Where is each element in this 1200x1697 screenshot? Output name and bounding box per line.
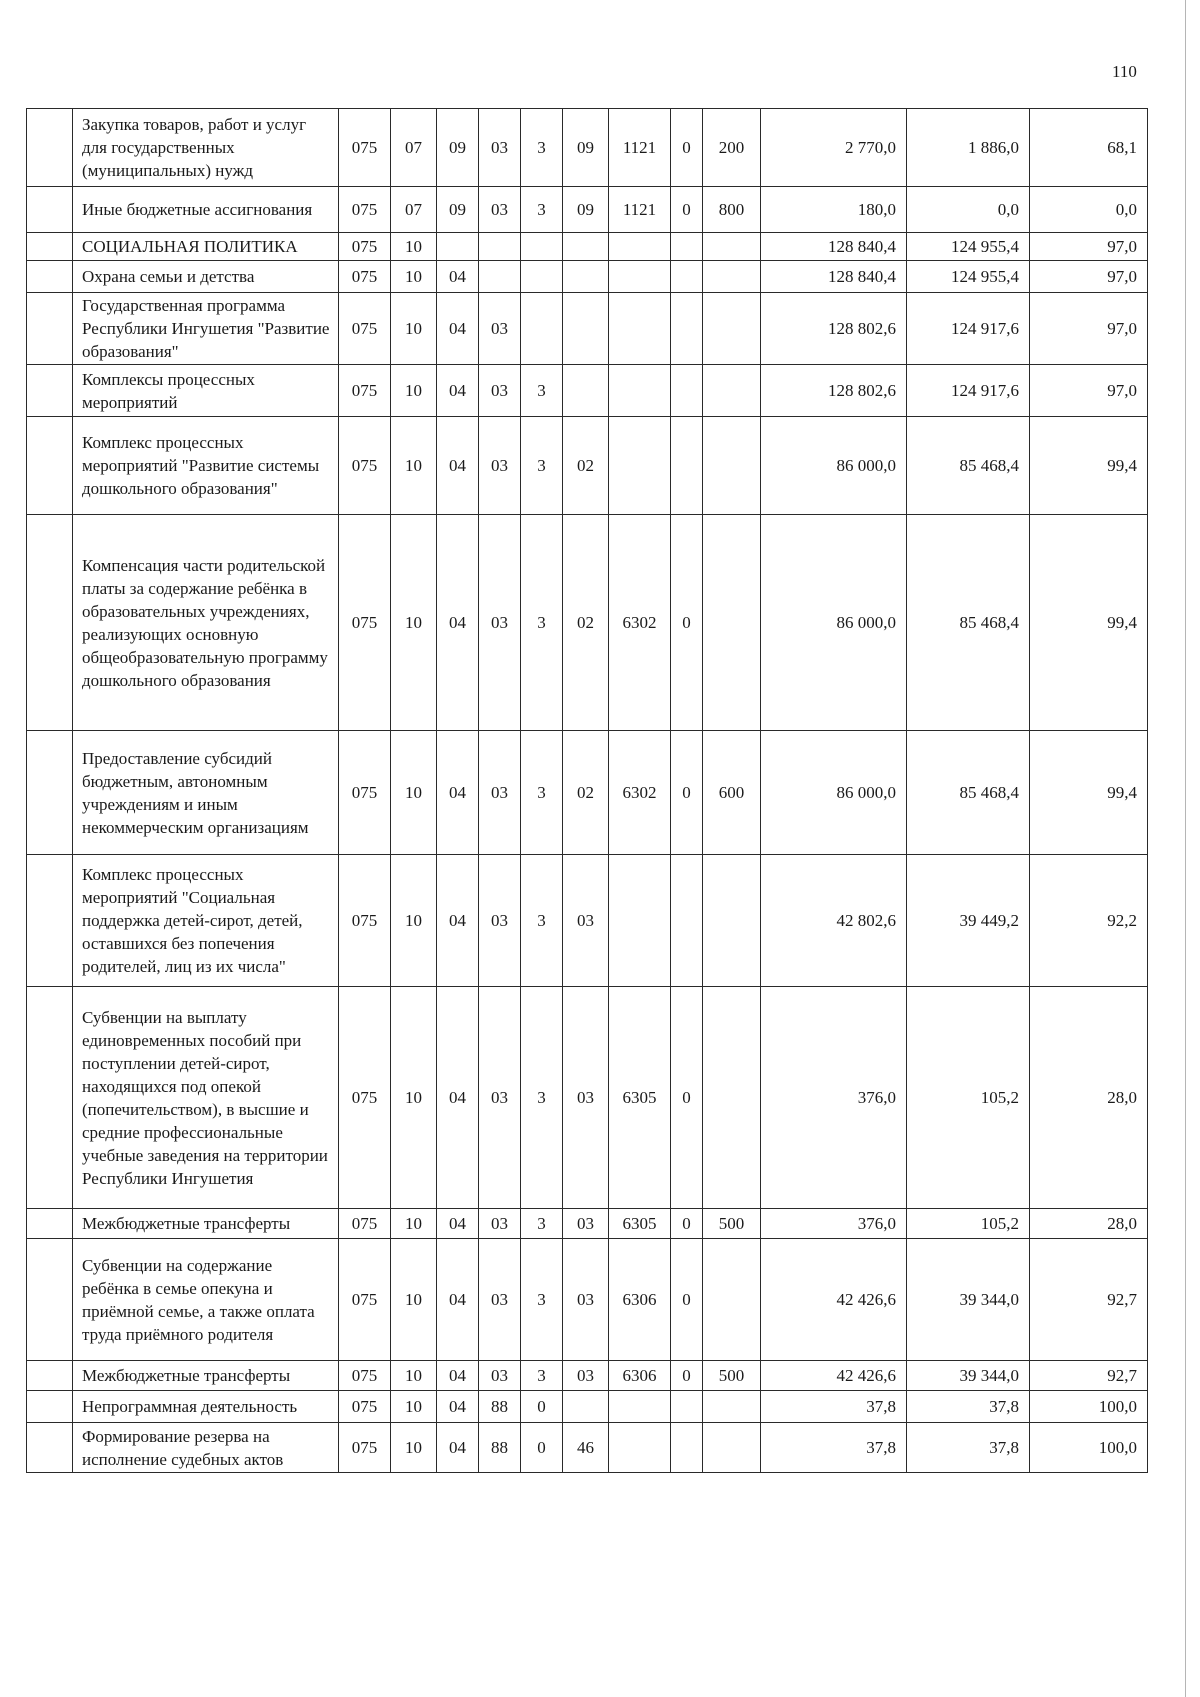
ved-code-cell: 075 — [339, 233, 391, 261]
subdirection-code-cell: 0 — [671, 731, 703, 855]
measure-code-cell — [563, 365, 609, 417]
row-index-cell — [27, 109, 73, 187]
plan-amount-cell: 86 000,0 — [761, 417, 907, 515]
direction-code-cell: 6305 — [609, 987, 671, 1209]
execution-percent-cell: 92,2 — [1030, 855, 1148, 987]
expense-type-cell — [703, 233, 761, 261]
execution-percent-cell: 97,0 — [1030, 365, 1148, 417]
subprogram-code-cell: 3 — [521, 987, 563, 1209]
item-name-cell: Субвенции на содержание ребёнка в семье опекуна и приёмной семье, а также оплата труда приёмного родителя — [73, 1239, 339, 1361]
measure-code-cell: 09 — [563, 187, 609, 233]
row-index-cell — [27, 515, 73, 731]
item-name-cell: Закупка товаров, работ и услуг для государственных (муниципальных) нужд — [73, 109, 339, 187]
direction-code-cell — [609, 233, 671, 261]
subprogram-code-cell — [521, 293, 563, 365]
subprogram-code-cell: 3 — [521, 365, 563, 417]
subsection-code-cell: 04 — [437, 987, 479, 1209]
plan-amount-cell: 2 770,0 — [761, 109, 907, 187]
subdirection-code-cell: 0 — [671, 515, 703, 731]
ved-code-cell: 075 — [339, 1239, 391, 1361]
table-row — [27, 261, 1148, 293]
section-code-cell: 07 — [391, 109, 437, 187]
ved-code-cell: 075 — [339, 855, 391, 987]
subsection-code-cell — [437, 233, 479, 261]
expense-type-cell — [703, 855, 761, 987]
direction-code-cell — [609, 293, 671, 365]
direction-code-cell: 6302 — [609, 731, 671, 855]
section-code-cell: 10 — [391, 731, 437, 855]
measure-code-cell: 02 — [563, 417, 609, 515]
subsection-code-cell: 04 — [437, 417, 479, 515]
row-index-cell — [27, 365, 73, 417]
row-index-cell — [27, 1361, 73, 1391]
direction-code-cell: 1121 — [609, 109, 671, 187]
execution-percent-cell: 28,0 — [1030, 1209, 1148, 1239]
direction-code-cell: 6305 — [609, 1209, 671, 1239]
section-code-cell: 10 — [391, 261, 437, 293]
expense-type-cell: 500 — [703, 1361, 761, 1391]
plan-amount-cell: 37,8 — [761, 1423, 907, 1473]
subsection-code-cell: 04 — [437, 293, 479, 365]
expense-type-cell — [703, 417, 761, 515]
subsection-code-cell: 04 — [437, 1423, 479, 1473]
item-name-cell: СОЦИАЛЬНАЯ ПОЛИТИКА — [73, 233, 339, 261]
section-code-cell: 10 — [391, 233, 437, 261]
plan-amount-cell: 180,0 — [761, 187, 907, 233]
direction-code-cell: 6306 — [609, 1239, 671, 1361]
program-code-cell — [479, 261, 521, 293]
expense-type-cell — [703, 1423, 761, 1473]
measure-code-cell: 02 — [563, 731, 609, 855]
subsection-code-cell: 04 — [437, 1361, 479, 1391]
item-name-cell: Иные бюджетные ассигнования — [73, 187, 339, 233]
table-row — [27, 1391, 1148, 1423]
table-row — [27, 987, 1148, 1209]
row-index-cell — [27, 987, 73, 1209]
item-name-cell: Непрограммная деятельность — [73, 1391, 339, 1423]
execution-percent-cell: 97,0 — [1030, 261, 1148, 293]
subprogram-code-cell: 3 — [521, 109, 563, 187]
section-code-cell: 10 — [391, 365, 437, 417]
section-code-cell: 10 — [391, 1361, 437, 1391]
execution-percent-cell: 100,0 — [1030, 1423, 1148, 1473]
subdirection-code-cell: 0 — [671, 109, 703, 187]
expense-type-cell — [703, 293, 761, 365]
subsection-code-cell: 04 — [437, 261, 479, 293]
program-code-cell: 88 — [479, 1391, 521, 1423]
subdirection-code-cell — [671, 417, 703, 515]
program-code-cell: 03 — [479, 515, 521, 731]
direction-code-cell — [609, 365, 671, 417]
actual-amount-cell: 105,2 — [907, 987, 1030, 1209]
section-code-cell: 10 — [391, 1239, 437, 1361]
actual-amount-cell: 124 955,4 — [907, 261, 1030, 293]
subdirection-code-cell — [671, 293, 703, 365]
item-name-cell: Комплексы процессных мероприятий — [73, 365, 339, 417]
item-name-cell: Межбюджетные трансферты — [73, 1209, 339, 1239]
actual-amount-cell: 85 468,4 — [907, 417, 1030, 515]
program-code-cell: 03 — [479, 1239, 521, 1361]
ved-code-cell: 075 — [339, 1361, 391, 1391]
actual-amount-cell: 105,2 — [907, 1209, 1030, 1239]
item-name-cell: Субвенции на выплату единовременных пособий при поступлении детей-сирот, находящихся под опекой (попечительством), в высшие и средние профессиональные учебные заведения на территории Республики Ингушетия — [73, 987, 339, 1209]
table-row — [27, 1423, 1148, 1473]
execution-percent-cell: 92,7 — [1030, 1361, 1148, 1391]
program-code-cell: 03 — [479, 987, 521, 1209]
expense-type-cell — [703, 515, 761, 731]
section-code-cell: 10 — [391, 1391, 437, 1423]
item-name-cell: Охрана семьи и детства — [73, 261, 339, 293]
section-code-cell: 10 — [391, 1423, 437, 1473]
subprogram-code-cell: 3 — [521, 187, 563, 233]
section-code-cell: 10 — [391, 987, 437, 1209]
program-code-cell: 03 — [479, 1361, 521, 1391]
subprogram-code-cell: 3 — [521, 1209, 563, 1239]
expense-type-cell: 800 — [703, 187, 761, 233]
ved-code-cell: 075 — [339, 293, 391, 365]
expense-type-cell: 500 — [703, 1209, 761, 1239]
ved-code-cell: 075 — [339, 365, 391, 417]
program-code-cell: 03 — [479, 417, 521, 515]
plan-amount-cell: 86 000,0 — [761, 515, 907, 731]
subdirection-code-cell — [671, 261, 703, 293]
actual-amount-cell: 124 917,6 — [907, 365, 1030, 417]
direction-code-cell: 6306 — [609, 1361, 671, 1391]
plan-amount-cell: 128 802,6 — [761, 365, 907, 417]
ved-code-cell: 075 — [339, 1209, 391, 1239]
table-row — [27, 293, 1148, 365]
program-code-cell: 03 — [479, 109, 521, 187]
program-code-cell: 03 — [479, 731, 521, 855]
execution-percent-cell: 28,0 — [1030, 987, 1148, 1209]
execution-percent-cell: 99,4 — [1030, 515, 1148, 731]
subdirection-code-cell — [671, 1423, 703, 1473]
execution-percent-cell: 92,7 — [1030, 1239, 1148, 1361]
item-name-cell: Формирование резерва на исполнение судебных актов — [73, 1423, 339, 1473]
budget-execution-table — [26, 108, 1148, 1473]
execution-percent-cell: 97,0 — [1030, 233, 1148, 261]
program-code-cell: 03 — [479, 1209, 521, 1239]
measure-code-cell — [563, 1391, 609, 1423]
section-code-cell: 10 — [391, 855, 437, 987]
item-name-cell: Компенсация части родительской платы за содержание ребёнка в образовательных учреждениях, реализующих основную общеобразовательную программу дошкольного образования — [73, 515, 339, 731]
program-code-cell: 03 — [479, 187, 521, 233]
plan-amount-cell: 42 802,6 — [761, 855, 907, 987]
subdirection-code-cell: 0 — [671, 187, 703, 233]
plan-amount-cell: 376,0 — [761, 1209, 907, 1239]
plan-amount-cell: 42 426,6 — [761, 1239, 907, 1361]
plan-amount-cell: 128 840,4 — [761, 261, 907, 293]
actual-amount-cell: 1 886,0 — [907, 109, 1030, 187]
direction-code-cell — [609, 261, 671, 293]
ved-code-cell: 075 — [339, 261, 391, 293]
ved-code-cell: 075 — [339, 187, 391, 233]
plan-amount-cell: 37,8 — [761, 1391, 907, 1423]
direction-code-cell — [609, 1423, 671, 1473]
row-index-cell — [27, 261, 73, 293]
row-index-cell — [27, 855, 73, 987]
subprogram-code-cell: 0 — [521, 1391, 563, 1423]
measure-code-cell: 03 — [563, 1361, 609, 1391]
direction-code-cell: 1121 — [609, 187, 671, 233]
program-code-cell: 88 — [479, 1423, 521, 1473]
item-name-cell: Межбюджетные трансферты — [73, 1361, 339, 1391]
measure-code-cell: 03 — [563, 1239, 609, 1361]
row-index-cell — [27, 417, 73, 515]
subdirection-code-cell — [671, 1391, 703, 1423]
subsection-code-cell: 04 — [437, 1391, 479, 1423]
plan-amount-cell: 128 802,6 — [761, 293, 907, 365]
measure-code-cell: 02 — [563, 515, 609, 731]
subsection-code-cell: 04 — [437, 515, 479, 731]
section-code-cell: 10 — [391, 417, 437, 515]
item-name-cell: Комплекс процессных мероприятий "Развитие системы дошкольного образования" — [73, 417, 339, 515]
program-code-cell: 03 — [479, 365, 521, 417]
actual-amount-cell: 37,8 — [907, 1391, 1030, 1423]
subdirection-code-cell — [671, 233, 703, 261]
subsection-code-cell: 04 — [437, 1239, 479, 1361]
plan-amount-cell: 128 840,4 — [761, 233, 907, 261]
execution-percent-cell: 99,4 — [1030, 731, 1148, 855]
table-row — [27, 187, 1148, 233]
table-row — [27, 731, 1148, 855]
execution-percent-cell: 0,0 — [1030, 187, 1148, 233]
program-code-cell: 03 — [479, 855, 521, 987]
plan-amount-cell: 376,0 — [761, 987, 907, 1209]
subprogram-code-cell: 3 — [521, 731, 563, 855]
actual-amount-cell: 85 468,4 — [907, 731, 1030, 855]
table-row — [27, 233, 1148, 261]
ved-code-cell: 075 — [339, 109, 391, 187]
subdirection-code-cell — [671, 365, 703, 417]
actual-amount-cell: 39 449,2 — [907, 855, 1030, 987]
table-row — [27, 515, 1148, 731]
subprogram-code-cell: 3 — [521, 855, 563, 987]
measure-code-cell — [563, 233, 609, 261]
direction-code-cell: 6302 — [609, 515, 671, 731]
actual-amount-cell: 124 917,6 — [907, 293, 1030, 365]
subdirection-code-cell: 0 — [671, 987, 703, 1209]
program-code-cell — [479, 233, 521, 261]
subprogram-code-cell: 3 — [521, 1361, 563, 1391]
plan-amount-cell: 86 000,0 — [761, 731, 907, 855]
measure-code-cell: 03 — [563, 1209, 609, 1239]
actual-amount-cell: 37,8 — [907, 1423, 1030, 1473]
measure-code-cell — [563, 293, 609, 365]
actual-amount-cell: 124 955,4 — [907, 233, 1030, 261]
table-row — [27, 109, 1148, 187]
expense-type-cell — [703, 1239, 761, 1361]
actual-amount-cell: 85 468,4 — [907, 515, 1030, 731]
table-row — [27, 1239, 1148, 1361]
subprogram-code-cell — [521, 233, 563, 261]
subdirection-code-cell: 0 — [671, 1209, 703, 1239]
subprogram-code-cell: 3 — [521, 515, 563, 731]
execution-percent-cell: 100,0 — [1030, 1391, 1148, 1423]
actual-amount-cell: 39 344,0 — [907, 1361, 1030, 1391]
item-name-cell: Государственная программа Республики Ингушетия "Развитие образования" — [73, 293, 339, 365]
table-row — [27, 417, 1148, 515]
expense-type-cell — [703, 1391, 761, 1423]
section-code-cell: 07 — [391, 187, 437, 233]
actual-amount-cell: 39 344,0 — [907, 1239, 1030, 1361]
direction-code-cell — [609, 855, 671, 987]
execution-percent-cell: 97,0 — [1030, 293, 1148, 365]
row-index-cell — [27, 233, 73, 261]
ved-code-cell: 075 — [339, 1423, 391, 1473]
subdirection-code-cell: 0 — [671, 1239, 703, 1361]
row-index-cell — [27, 731, 73, 855]
execution-percent-cell: 68,1 — [1030, 109, 1148, 187]
expense-type-cell: 200 — [703, 109, 761, 187]
page-number: 110 — [1112, 62, 1137, 81]
measure-code-cell: 09 — [563, 109, 609, 187]
subdirection-code-cell: 0 — [671, 1361, 703, 1391]
execution-percent-cell: 99,4 — [1030, 417, 1148, 515]
subsection-code-cell: 04 — [437, 1209, 479, 1239]
section-code-cell: 10 — [391, 1209, 437, 1239]
subprogram-code-cell — [521, 261, 563, 293]
subprogram-code-cell: 0 — [521, 1423, 563, 1473]
measure-code-cell: 03 — [563, 987, 609, 1209]
expense-type-cell — [703, 987, 761, 1209]
row-index-cell — [27, 187, 73, 233]
subdirection-code-cell — [671, 855, 703, 987]
item-name-cell: Предоставление субсидий бюджетным, автономным учреждениям и иным некоммерческим организациям — [73, 731, 339, 855]
expense-type-cell — [703, 261, 761, 293]
row-index-cell — [27, 1423, 73, 1473]
subsection-code-cell: 04 — [437, 365, 479, 417]
plan-amount-cell: 42 426,6 — [761, 1361, 907, 1391]
row-index-cell — [27, 1209, 73, 1239]
subprogram-code-cell: 3 — [521, 417, 563, 515]
measure-code-cell: 46 — [563, 1423, 609, 1473]
subsection-code-cell: 04 — [437, 731, 479, 855]
scan-edge-mark — [1185, 0, 1186, 1697]
ved-code-cell: 075 — [339, 515, 391, 731]
ved-code-cell: 075 — [339, 1391, 391, 1423]
table-row — [27, 855, 1148, 987]
table-row — [27, 1209, 1148, 1239]
row-index-cell — [27, 293, 73, 365]
subsection-code-cell: 04 — [437, 855, 479, 987]
expense-type-cell — [703, 365, 761, 417]
row-index-cell — [27, 1391, 73, 1423]
measure-code-cell — [563, 261, 609, 293]
section-code-cell: 10 — [391, 515, 437, 731]
subsection-code-cell: 09 — [437, 187, 479, 233]
program-code-cell: 03 — [479, 293, 521, 365]
row-index-cell — [27, 1239, 73, 1361]
ved-code-cell: 075 — [339, 987, 391, 1209]
measure-code-cell: 03 — [563, 855, 609, 987]
item-name-cell: Комплекс процессных мероприятий "Социальная поддержка детей-сирот, детей, оставшихся без попечения родителей, лиц из их числа" — [73, 855, 339, 987]
direction-code-cell — [609, 1391, 671, 1423]
table-row — [27, 365, 1148, 417]
expense-type-cell: 600 — [703, 731, 761, 855]
direction-code-cell — [609, 417, 671, 515]
subsection-code-cell: 09 — [437, 109, 479, 187]
actual-amount-cell: 0,0 — [907, 187, 1030, 233]
subprogram-code-cell: 3 — [521, 1239, 563, 1361]
table-row — [27, 1361, 1148, 1391]
ved-code-cell: 075 — [339, 417, 391, 515]
section-code-cell: 10 — [391, 293, 437, 365]
ved-code-cell: 075 — [339, 731, 391, 855]
